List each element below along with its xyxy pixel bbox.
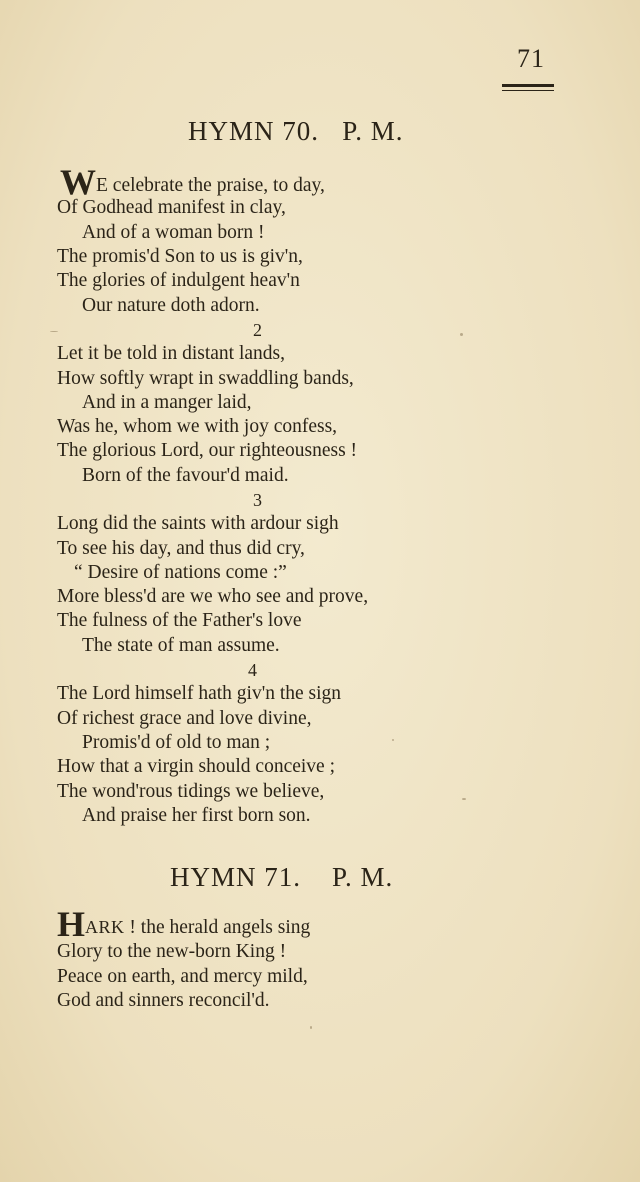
verse-line: Let it be told in distant lands,	[57, 343, 286, 364]
verse-line: How that a virgin should conceive ;	[57, 756, 335, 777]
verse-line: Our nature doth adorn.	[82, 295, 260, 316]
verse-line: More bless'd are we who see and prove,	[57, 586, 369, 607]
hymn-71-title: HYMN 71. P. M.	[170, 862, 394, 892]
verse-line: The fulness of the Father's love	[57, 610, 302, 631]
header-rule-thin	[502, 90, 554, 91]
paper-speck	[460, 333, 463, 336]
paper-speck	[50, 331, 58, 332]
verse-line: Glory to the new-born King !	[57, 941, 287, 962]
hymn-71-dropcap: H	[57, 904, 86, 944]
page-number: 71	[517, 44, 545, 73]
verse-line: How softly wrapt in swaddling bands,	[57, 368, 354, 389]
hymn-70-first-line-text: E celebrate the praise, to day,	[96, 175, 325, 196]
verse-line: The glories of indulgent heav'n	[57, 270, 300, 291]
paper-speck	[310, 1026, 312, 1029]
verse-line: The Lord himself hath giv'n the sign	[57, 683, 342, 704]
verse-line: Long did the saints with ardour sigh	[57, 513, 339, 534]
verse-line: And of a woman born !	[82, 222, 265, 243]
hymn-71-first-line-text: ! the herald angels sing	[124, 917, 311, 938]
stanza-number: 2	[253, 320, 262, 340]
verse-line: Of richest grace and love divine,	[57, 708, 312, 729]
hymn-71-smallcaps: ARK	[85, 917, 125, 937]
hymn-70-title: HYMN 70. P. M.	[188, 116, 404, 146]
verse-line: Peace on earth, and mercy mild,	[57, 966, 308, 987]
verse-line: Of Godhead manifest in clay,	[57, 197, 286, 218]
verse-line: “ Desire of nations come :”	[74, 562, 287, 583]
verse-line: Was he, whom we with joy confess,	[57, 416, 338, 437]
paper-speck	[462, 798, 466, 800]
verse-line: The wond'rous tidings we believe,	[57, 781, 325, 802]
header-rule-thick	[502, 84, 554, 87]
verse-line: Promis'd of old to man ;	[82, 732, 271, 753]
verse-line: And praise her first born son.	[82, 805, 311, 826]
stanza-number: 4	[248, 660, 257, 680]
hymn-70-first-line	[60, 164, 325, 200]
verse-line: To see his day, and thus did cry,	[57, 538, 305, 559]
hymn-71-first-line	[57, 906, 310, 942]
verse-line: Born of the favour'd maid.	[82, 465, 289, 486]
stanza-number: 3	[253, 490, 262, 510]
verse-line: And in a manger laid,	[82, 392, 252, 413]
verse-line: The promis'd Son to us is giv'n,	[57, 246, 303, 267]
verse-line: God and sinners reconcil'd.	[57, 990, 270, 1011]
paper-speck	[392, 739, 394, 741]
hymn-70-dropcap: W	[60, 162, 96, 202]
verse-line: The glorious Lord, our righteousness !	[57, 440, 358, 461]
verse-line: The state of man assume.	[82, 635, 280, 656]
